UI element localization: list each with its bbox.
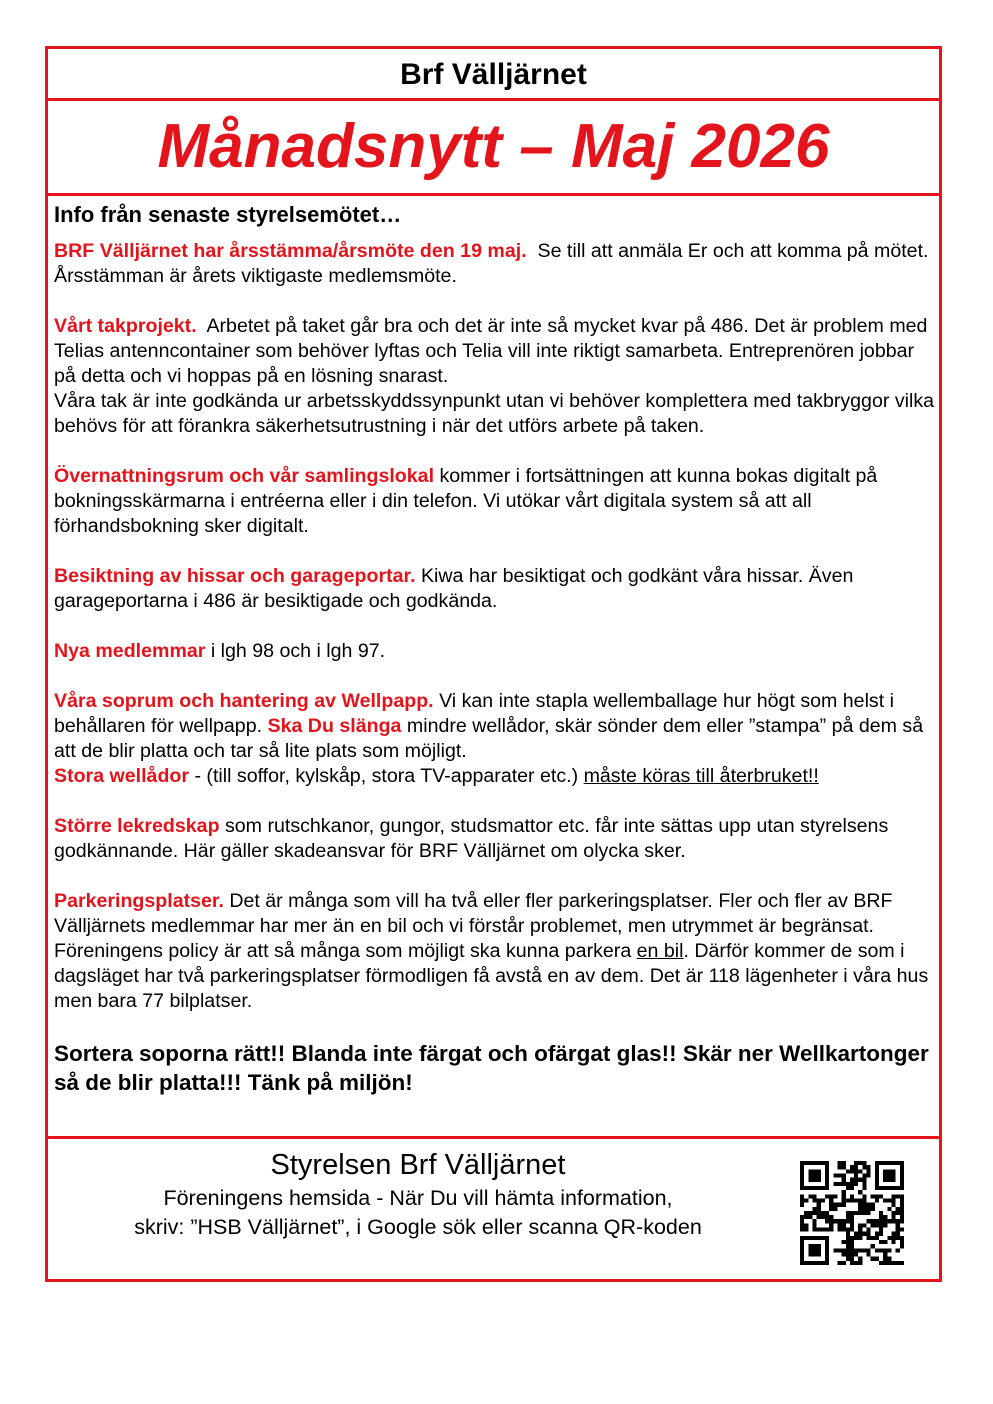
footer-line-2: skriv: ”HSB Välljärnet”, i Google sök eller scanna QR-koden — [134, 1215, 702, 1239]
section-heading: Nya medlemmar — [54, 640, 206, 662]
section-heading: Parkeringsplatser. — [54, 890, 224, 912]
section-parkering — [54, 889, 938, 1014]
section-lekredskap — [54, 814, 938, 864]
section-text: Se till att anmäla Er och att komma på mötet. Årsstämman är årets viktigaste medlemsmöte. — [54, 240, 934, 287]
section-takprojekt — [54, 314, 938, 439]
section-text: Arbetet på taket går bra och det är inte så mycket kvar på 486. Det är problem med Telias antenncontainer som behöver lyftas och Telia vill inte riktigt samarbeta. Entreprenören jobbar på detta och vi hoppas på en lösning snarast. — [54, 315, 933, 387]
section-text: Våra tak är inte godkända ur arbetsskyddssynpunkt utan vi behöver komplettera med takbryggor vilka behövs för att förankra säkerhetsutrustning i när det utförs arbete på taken. — [54, 390, 935, 437]
qr-code-icon[interactable] — [800, 1161, 904, 1265]
section-text: Det är många som vill ha två eller fler parkeringsplatser. Fler och fler av BRF Välljärnets medlemmar har mer än en bil och vi förstår problemet, men utrymmet är begränsat. Föreningens policy är att så många som möjligt ska kunna parkera — [54, 890, 893, 962]
newsletter-body — [54, 199, 938, 1097]
footer-line-1: Föreningens hemsida - När Du vill hämta information, — [163, 1186, 673, 1210]
closing-message: Sortera soporna rätt!! Blanda inte färgat och ofärgat glas!! Skär ner Wellkartonger så de blir platta!!! Tänk på miljön! — [54, 1041, 929, 1095]
section-text: . Därför kommer de som i dagsläget har två parkeringsplatser förmodligen få avstå en av dem. Det är 118 lägenheter i våra hus men bara 77 bilplatser. — [54, 940, 929, 1012]
section-subheading: Ska Du slänga — [267, 715, 402, 737]
section-text: kommer i fortsättningen att kunna bokas digitalt på bokningsskärmarna i entréerna eller i din telefon. Vi utökar vårt digitala system så att all förhandsbokning sker digitalt. — [54, 465, 878, 537]
section-heading: Vårt takprojekt. — [54, 315, 197, 337]
section-arsstamma — [54, 239, 938, 289]
section-text: - (till soffor, kylskåp, stora TV-apparater etc.) — [189, 765, 584, 787]
section-soprum — [54, 689, 938, 789]
section-heading: Övernattningsrum och vår samlingslokal — [54, 465, 435, 487]
section-text: mindre wellådor, skär sönder dem eller ”stampa” på dem så att de blir platta och tar så lite plats som möjligt. — [54, 715, 924, 762]
section-subheading: Stora wellådor — [54, 765, 190, 787]
section-besiktning — [54, 564, 938, 614]
emphasis-underline: en bil — [636, 940, 684, 962]
footer-title: Styrelsen Brf Välljärnet — [270, 1149, 566, 1181]
newsletter-title: Månadsnytt – Maj 2026 — [48, 101, 939, 196]
section-text: Kiwa har besiktigat och godkänt våra hissar. Även garageportarna i 486 är besiktigade och godkända. — [54, 565, 854, 612]
section-heading: Våra soprum och hantering av Wellpapp. — [54, 690, 434, 712]
section-text: Vi kan inte stapla wellemballage hur högt som helst i behållaren för wellpapp. — [54, 690, 894, 737]
intro-heading: Info från senaste styrelsemötet… — [54, 202, 402, 227]
section-heading: Besiktning av hissar och garageportar. — [54, 565, 416, 587]
org-name: Brf Välljärnet — [48, 49, 939, 101]
section-medlemmar — [54, 639, 938, 664]
section-text: som rutschkanor, gungor, studsmattor etc. får inte sättas upp utan styrelsens godkännande. Här gäller skadeansvar för BRF Välljärnet om olycka sker. — [54, 815, 889, 862]
section-overnattning — [54, 464, 938, 539]
section-heading: BRF Välljärnet har årsstämma/årsmöte den 19 maj. — [54, 240, 527, 262]
footer — [48, 1136, 939, 1282]
section-text: i lgh 98 och i lgh 97. — [205, 640, 386, 662]
newsletter-frame — [45, 46, 942, 1282]
emphasis-underline: måste köras till återbruket!! — [583, 765, 819, 787]
section-heading: Större lekredskap — [54, 815, 220, 837]
